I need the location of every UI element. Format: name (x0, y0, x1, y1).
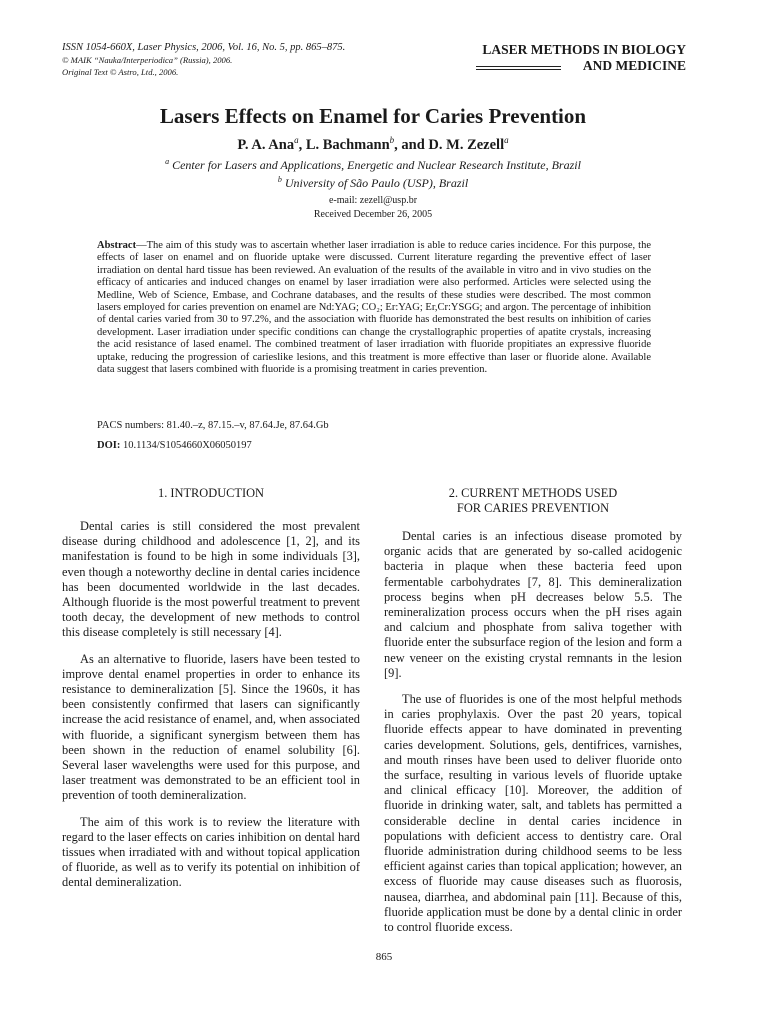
left-column (62, 486, 360, 902)
doi-value: 10.1134/S1054660X06050197 (120, 440, 252, 451)
affiliation-text: Center for Lasers and Applications, Energetic and Nuclear Research Institute, Brazil (169, 158, 581, 172)
pacs-numbers: PACS numbers: 81.40.–z, 87.15.–v, 87.64.Je, 87.64.Gb (97, 420, 329, 431)
affiliation-marker: b (277, 175, 282, 184)
doi-line (97, 440, 651, 451)
author-separator: , (298, 136, 306, 153)
author-separator: , and (394, 136, 429, 153)
heading-line-2: FOR CARIES PREVENTION (456, 501, 610, 515)
affiliation-text: University of São Paulo (USP), Brazil (281, 176, 469, 190)
section-line-2: AND MEDICINE (582, 58, 686, 73)
paper-title: Lasers Effects on Enamel for Caries Prevention (159, 104, 587, 128)
contact-email: e-mail: zezell@usp.br (328, 195, 418, 206)
body-paragraph: Dental caries is an infectious disease promoted by organic acids that are generated by so-called acidogenic bacteria in plaque when these bacteria feed upon fermentable carbohydrates [7, 8]. This demineralization process begins when pH decreases below 5.5. The remineralization process occurs when the pH rises again and calcium and phosphate from saliva together with fluoride enter the subsurface region of the lesion and form a new veneer on the existing crystal remnants in the lesion [9]. (384, 529, 682, 680)
body-paragraph: As an alternative to fluoride, lasers have been tested to improve dental enamel properties in order to enhance its resistance to demineralization [5]. Since the 1960s, it has been consistently confirmed that lasers can significantly increase the acid resistance of enamel, and, when associated with fluoride, a significant synergism between them has been shown in the reduction of enamel solubility [6]. Several laser wavelengths were used for this purpose, and laser treatment was demonstrated to be an efficient tool in prevention of tooth demineralization. (62, 651, 360, 803)
copyright-line: © MAIK “Nauka/Interperiodica” (Russia), 2006. (62, 55, 233, 65)
abstract (97, 240, 651, 376)
affiliation-a (60, 157, 686, 173)
affiliation-marker: a (504, 135, 509, 145)
page-number: 865 (375, 951, 393, 963)
author-name: P. A. Ana (237, 136, 295, 153)
affiliation-marker: a (294, 135, 299, 145)
section-heading (406, 42, 686, 74)
right-column (384, 486, 682, 946)
abstract-text: —The aim of this study was to ascertain whether laser irradiation is able to reduce caries incidence. For this purpose, the effects of laser on enamel and on fluoride uptake were discussed. Current literature regarding the preventive effect of laser irradiation on dental hard tissue has been reviewed. An evaluation of the results of the available in vitro and in vivo studies on the efficacy of anticaries and induced changes on enamel by laser irradiation were also performed. Articles were selected using the Medline, Web of Science, Embase, and Cochrane databases, and the results of these studies were described. The most common lasers employed for caries prevention on enamel are Nd:YAG; CO₂; Er:YAG; Er,Cr:YSGG; and argon. The percentage of inhibition of dental caries varied from 30 to 97.2%, and the association with fluoride has demonstrated the best results on inhibition of caries development. Laser irradiation under specific conditions can change the crystallographic properties of apatite crystals, increasing the acid resistance of lased enamel. The combined treatment of laser irradiation with fluoride propitiates an expressive fluoride uptake, reducing the progression of carieslike lesions, and this treatment is more effective than laser or fluoride alone. Available data suggest that lasers combined with fluoride is a promising treatment in caries prevention. (97, 240, 651, 376)
body-paragraph: The use of fluorides is one of the most helpful methods in caries prophylaxis. Over the past 20 years, topical fluoride effects appear to have dominated in preventing caries development. Solutions, gels, dentifrices, varnishes, and mouth rinses have been used to deliver fluoride onto the surface, resulting in various levels of fluoride uptake and clinical efficacy [10]. Moreover, the addition of fluoride in drinking water, salt, and tablets has permitted a considerable decline in dental caries incidence in populations with deficient access to dentistry care. Oral fluoride administration during childhood seems to be less efficient against caries than topical application; however, an excess of fluoride may cause diseases such as fluorosis, nausea, diarrhea, and abdominal pain [11]. Because of this, fluoride application must be done by a dental clinic in order to control fluoride excess. (384, 692, 682, 935)
doi-label: DOI: (97, 440, 121, 451)
original-text-line: Original Text © Astro, Ltd., 2006. (62, 67, 179, 77)
body-paragraph: The aim of this work is to review the literature with regard to the laser effects on caries inhibition on dental hard tissues when irradiated with and without topical application of fluoride, as well as to verify its potential on inhibition of dental demineralization. (62, 814, 360, 890)
author-name: L. Bachmann (305, 136, 390, 153)
journal-citation: ISSN 1054-660X, Laser Physics, 2006, Vol. 16, No. 5, pp. 865–875. (62, 42, 346, 53)
header-rule-second (476, 69, 561, 70)
affiliation-b (60, 175, 686, 191)
received-date: Received December 26, 2005 (313, 209, 433, 220)
body-paragraph: Dental caries is still considered the most prevalent disease during childhood and adolescence [1, 2], and its manifestation is found to be high in some individuals [3], even though a noteworthy decline in dental caries incidence has been documented worldwide in the last decades. Although fluoride is the most powerful treatment to prevent tooth decay, the development of new methods to control this disease completely is still necessary [4]. (62, 519, 360, 640)
abstract-label: Abstract (97, 240, 137, 251)
author-list (60, 135, 686, 154)
heading-line-1: 2. CURRENT METHODS USED (448, 486, 618, 500)
author-name: D. M. Zezell (428, 136, 505, 153)
section-heading-current-methods (384, 486, 682, 516)
header-rule (476, 66, 561, 67)
section-heading-introduction: 1. INTRODUCTION (158, 486, 264, 500)
citation-block (62, 42, 392, 78)
section-line-1: LASER METHODS IN BIOLOGY (482, 42, 686, 57)
affiliation-marker: a (165, 157, 170, 166)
affiliation-marker: b (389, 135, 395, 145)
